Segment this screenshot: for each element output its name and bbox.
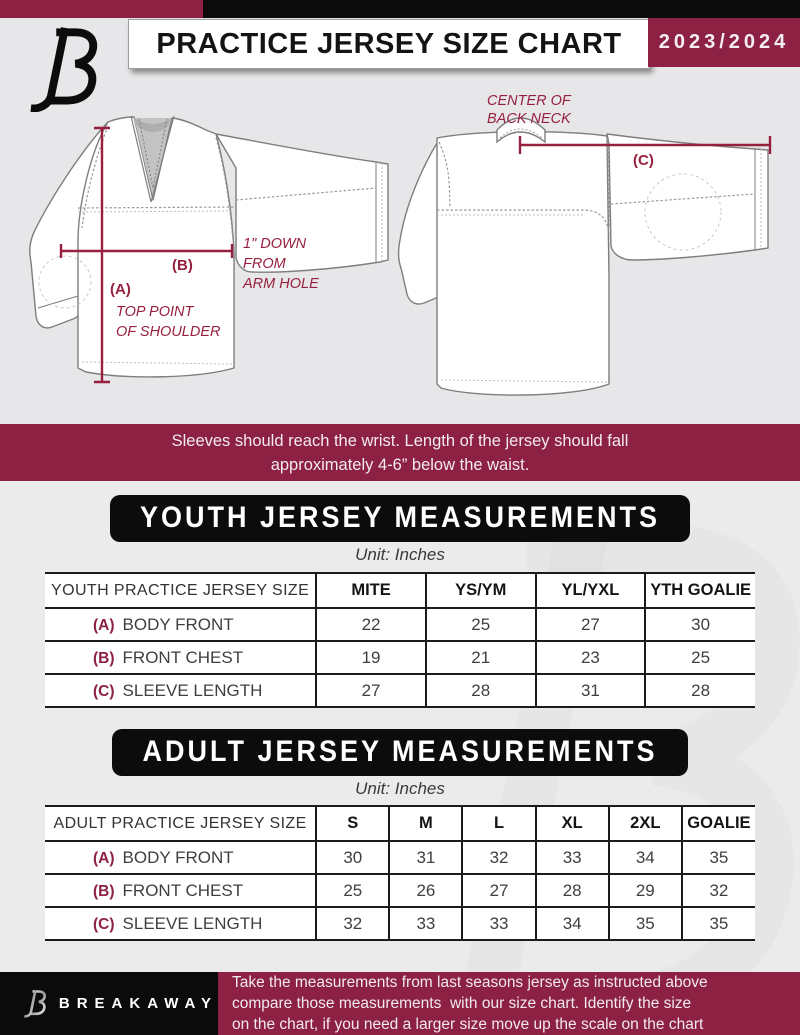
cell-value: 33 bbox=[536, 841, 609, 874]
brand-name: BREAKAWAY bbox=[58, 995, 218, 1012]
front-jersey-diagram bbox=[20, 112, 400, 404]
youth-col-header: YOUTH PRACTICE JERSEY SIZE bbox=[45, 573, 316, 608]
youth-col-goalie: YTH GOALIE bbox=[645, 573, 755, 608]
label-c-key: (C) bbox=[633, 152, 654, 169]
cell-value: 31 bbox=[536, 674, 646, 707]
label-a-text-2: OF SHOULDER bbox=[116, 324, 221, 340]
label-b-text-3: ARM HOLE bbox=[243, 276, 319, 292]
adult-heading-pill bbox=[112, 729, 687, 776]
cell-value: 25 bbox=[316, 874, 389, 907]
adult-table-header-row bbox=[45, 806, 755, 841]
footer-note-line2: compare those measurements with our size chart. Identify the size bbox=[232, 995, 692, 1012]
cell-value: 28 bbox=[645, 674, 755, 707]
table-row bbox=[45, 841, 755, 874]
label-b-text-2: FROM bbox=[243, 256, 286, 272]
cell-value: 33 bbox=[462, 907, 535, 940]
table-row bbox=[45, 874, 755, 907]
adult-unit-label: Unit: Inches bbox=[355, 779, 445, 798]
top-bar-accent bbox=[0, 0, 203, 18]
table-row bbox=[45, 907, 755, 940]
adult-col-s: S bbox=[316, 806, 389, 841]
youth-table-header-row bbox=[45, 573, 755, 608]
cell-value: 25 bbox=[645, 641, 755, 674]
top-bar bbox=[0, 0, 800, 18]
youth-col-ylyxl: YL/YXL bbox=[536, 573, 646, 608]
label-b-key: (B) bbox=[172, 257, 193, 274]
row-label: FRONT CHEST bbox=[122, 880, 244, 900]
cell-value: 30 bbox=[645, 608, 755, 641]
cell-value: 34 bbox=[536, 907, 609, 940]
fit-notice-line2: approximately 4-6” below the waist. bbox=[270, 455, 530, 474]
cell-value: 28 bbox=[536, 874, 609, 907]
breakaway-b-logo-icon bbox=[30, 26, 100, 112]
cell-value: 23 bbox=[536, 641, 646, 674]
footer-note bbox=[218, 972, 800, 1035]
cell-value: 30 bbox=[316, 841, 389, 874]
adult-col-l: L bbox=[462, 806, 535, 841]
adult-col-xl: XL bbox=[536, 806, 609, 841]
adult-col-2xl: 2XL bbox=[609, 806, 682, 841]
table-row bbox=[45, 674, 755, 707]
cell-value: 27 bbox=[536, 608, 646, 641]
cell-value: 28 bbox=[426, 674, 536, 707]
row-key: (B) bbox=[93, 882, 115, 900]
row-label: SLEEVE LENGTH bbox=[122, 913, 263, 933]
cell-value: 29 bbox=[609, 874, 682, 907]
cell-value: 33 bbox=[389, 907, 462, 940]
back-jersey-diagram bbox=[393, 88, 793, 410]
cell-value: 32 bbox=[682, 874, 755, 907]
youth-col-ysym: YS/YM bbox=[426, 573, 536, 608]
cell-value: 31 bbox=[389, 841, 462, 874]
label-c-text-1: CENTER OF bbox=[487, 93, 571, 109]
cell-value: 27 bbox=[462, 874, 535, 907]
row-label: BODY FRONT bbox=[122, 847, 234, 867]
adult-size-table bbox=[45, 805, 755, 941]
cell-value: 27 bbox=[316, 674, 426, 707]
cell-value: 35 bbox=[609, 907, 682, 940]
footer-brand bbox=[0, 972, 218, 1035]
cell-value: 32 bbox=[462, 841, 535, 874]
label-a-text-1: TOP POINT bbox=[116, 304, 194, 320]
table-row bbox=[45, 608, 755, 641]
label-b-text-1: 1" DOWN bbox=[243, 236, 307, 252]
fit-notice-line1: Sleeves should reach the wrist. Length of the jersey should fall bbox=[171, 431, 629, 450]
footer bbox=[0, 972, 800, 1035]
season-label: 2023/2024 bbox=[658, 31, 790, 53]
label-a-key: (A) bbox=[110, 281, 131, 298]
cell-value: 32 bbox=[316, 907, 389, 940]
row-label: FRONT CHEST bbox=[122, 647, 244, 667]
cell-value: 19 bbox=[316, 641, 426, 674]
season-badge bbox=[648, 18, 800, 67]
youth-unit-label: Unit: Inches bbox=[355, 545, 445, 564]
table-row bbox=[45, 641, 755, 674]
youth-heading-pill bbox=[110, 495, 690, 542]
page-title: PRACTICE JERSEY SIZE CHART bbox=[156, 27, 622, 60]
fit-notice-banner bbox=[0, 424, 800, 481]
footer-note-line3: on the chart, if you need a larger size move up the scale on the chart bbox=[232, 1016, 704, 1033]
adult-heading-label: ADULT JERSEY MEASUREMENTS bbox=[142, 734, 658, 768]
youth-section-heading bbox=[0, 495, 800, 542]
label-c-text-2: BACK NECK bbox=[487, 111, 571, 127]
adult-col-goalie: GOALIE bbox=[682, 806, 755, 841]
youth-heading-label: YOUTH JERSEY MEASUREMENTS bbox=[139, 500, 661, 534]
row-key: (A) bbox=[93, 849, 115, 867]
row-key: (A) bbox=[93, 616, 115, 634]
row-label: SLEEVE LENGTH bbox=[122, 680, 263, 700]
cell-value: 26 bbox=[389, 874, 462, 907]
adult-section-heading bbox=[0, 729, 800, 776]
cell-value: 35 bbox=[682, 841, 755, 874]
breakaway-b-logo-icon bbox=[24, 985, 47, 1022]
cell-value: 21 bbox=[426, 641, 536, 674]
cell-value: 22 bbox=[316, 608, 426, 641]
page-title-box bbox=[128, 19, 650, 69]
row-label: BODY FRONT bbox=[122, 614, 234, 634]
footer-note-line1: Take the measurements from last seasons jersey as instructed above bbox=[232, 974, 708, 991]
row-key: (C) bbox=[93, 682, 115, 700]
row-key: (B) bbox=[93, 649, 115, 667]
cell-value: 25 bbox=[426, 608, 536, 641]
row-key: (C) bbox=[93, 915, 115, 933]
youth-col-mite: MITE bbox=[316, 573, 426, 608]
cell-value: 35 bbox=[682, 907, 755, 940]
cell-value: 34 bbox=[609, 841, 682, 874]
adult-col-header: ADULT PRACTICE JERSEY SIZE bbox=[45, 806, 316, 841]
youth-size-table bbox=[45, 572, 755, 708]
adult-col-m: M bbox=[389, 806, 462, 841]
